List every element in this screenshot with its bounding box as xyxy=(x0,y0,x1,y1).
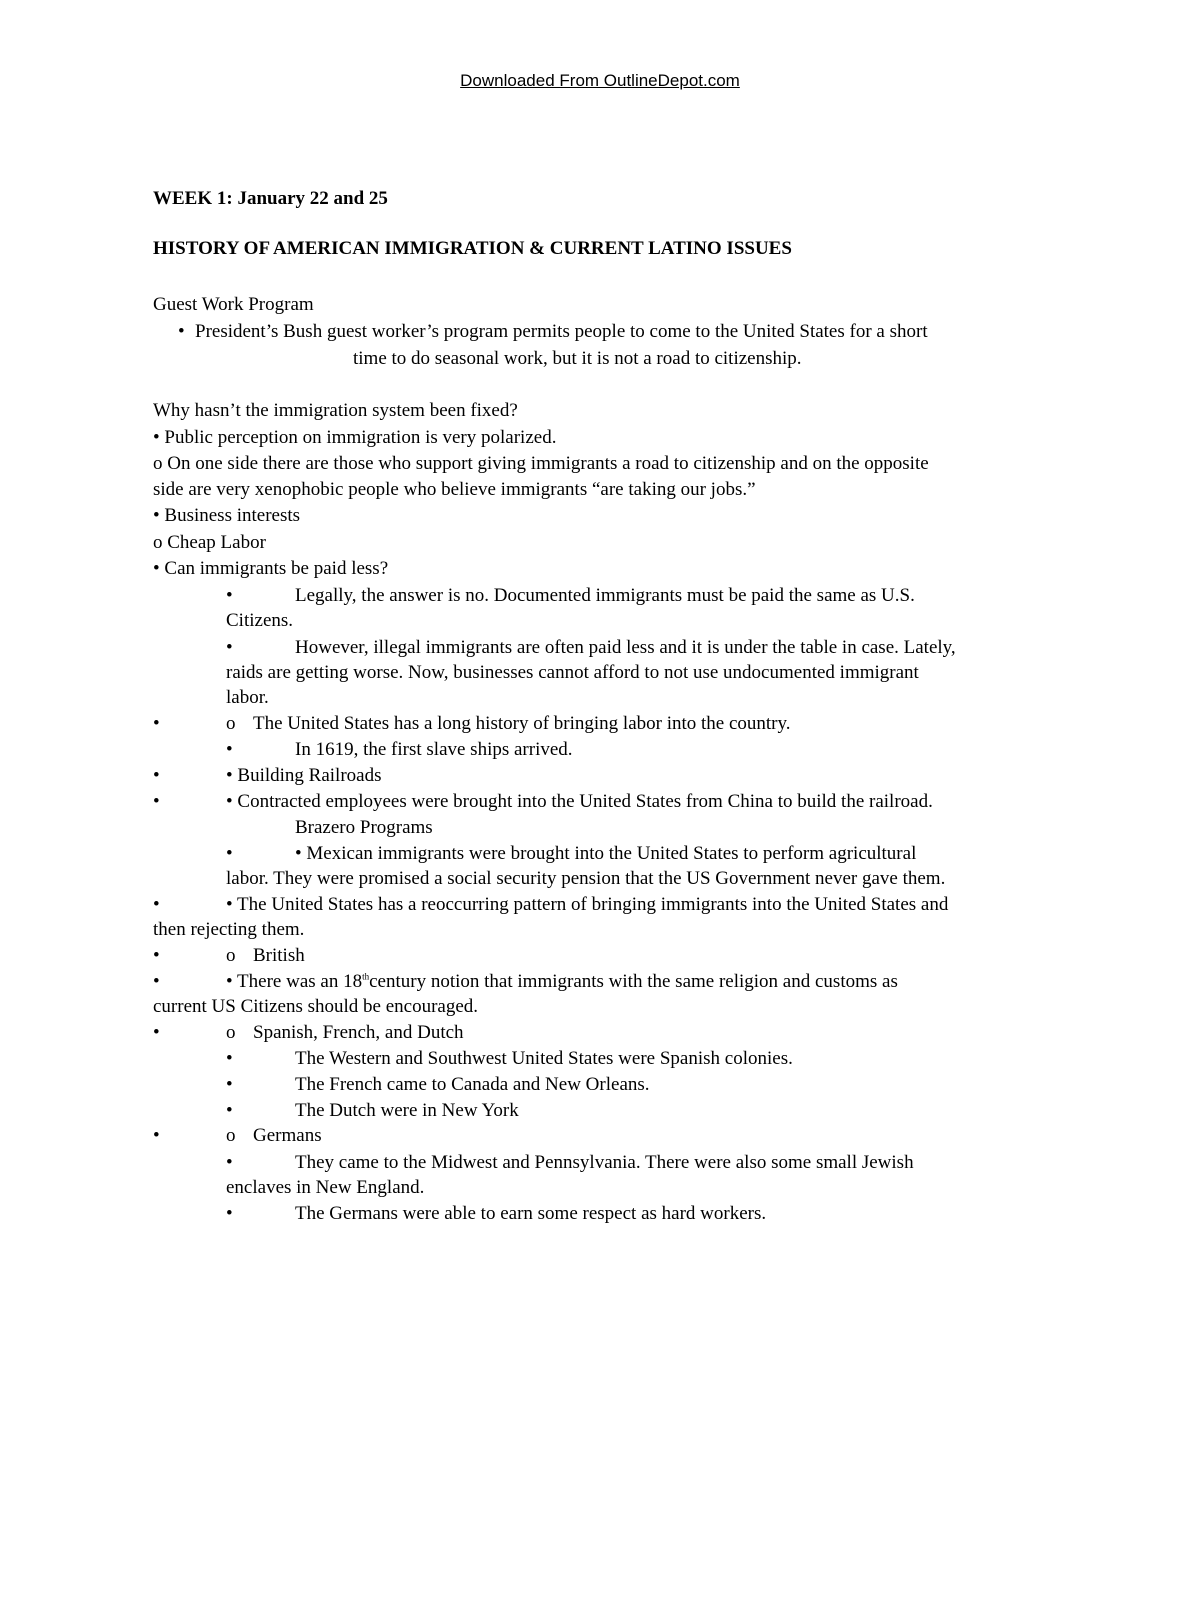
bullet: • xyxy=(153,945,160,966)
list-line: British xyxy=(253,945,305,966)
bullet: • xyxy=(226,739,233,760)
why-line: o On one side there are those who support giving immigrants a road to citizenship and on the opposite xyxy=(153,453,929,474)
why-line: • Business interests xyxy=(153,505,301,526)
list-line: raids are getting worse. Now, businesses cannot afford to not use undocumented immigrant xyxy=(226,662,919,683)
bullet: • xyxy=(226,1203,233,1224)
bullet: • xyxy=(226,585,233,606)
list-line: • Building Railroads xyxy=(226,765,382,786)
why-line: side are very xenophobic people who believe immigrants “are taking our jobs.” xyxy=(153,479,756,500)
list-line: The Western and Southwest United States were Spanish colonies. xyxy=(295,1048,793,1069)
why-line: • Can immigrants be paid less? xyxy=(153,558,389,579)
list-line: They came to the Midwest and Pennsylvania. There were also some small Jewish xyxy=(295,1152,914,1173)
list-line: then rejecting them. xyxy=(153,919,305,940)
list-line: • Contracted employees were brought into the United States from China to build the railroad. xyxy=(226,791,933,812)
o-marker: o xyxy=(226,1022,236,1043)
list-line: labor. xyxy=(226,687,269,708)
bullet: • xyxy=(153,971,160,992)
o-marker: o xyxy=(226,945,236,966)
section-title: HISTORY OF AMERICAN IMMIGRATION & CURRENT LATINO ISSUES xyxy=(153,238,792,259)
bullet: • xyxy=(226,1100,233,1121)
guest-heading: Guest Work Program xyxy=(153,294,314,315)
week-title: WEEK 1: January 22 and 25 xyxy=(153,188,388,209)
bullet: • xyxy=(226,1152,233,1173)
list-line: The Dutch were in New York xyxy=(295,1100,519,1121)
bullet: • xyxy=(153,894,160,915)
why-line: • Public perception on immigration is very polarized. xyxy=(153,427,557,448)
o-marker: o xyxy=(226,713,236,734)
bullet: • xyxy=(226,843,233,864)
list-line: Germans xyxy=(253,1125,322,1146)
why-heading: Why hasn’t the immigration system been fixed? xyxy=(153,400,518,421)
list-line: current US Citizens should be encouraged. xyxy=(153,996,479,1017)
bullet: • xyxy=(226,1048,233,1069)
list-line: Legally, the answer is no. Documented immigrants must be paid the same as U.S. xyxy=(295,585,915,606)
list-line: • There was an 18thcentury notion that immigrants with the same religion and customs as xyxy=(226,971,898,992)
o-marker: o xyxy=(226,1125,236,1146)
bullet: • xyxy=(153,1022,160,1043)
list-line: The Germans were able to earn some respect as hard workers. xyxy=(295,1203,767,1224)
bullet: • xyxy=(178,321,185,342)
bullet: • xyxy=(153,791,160,812)
bullet: • xyxy=(153,1125,160,1146)
bullet: • xyxy=(153,765,160,786)
list-line: In 1619, the first slave ships arrived. xyxy=(295,739,573,760)
list-line: However, illegal immigrants are often paid less and it is under the table in case. Lately, xyxy=(295,637,956,658)
list-line: labor. They were promised a social security pension that the US Government never gave them. xyxy=(226,868,946,889)
list-line: The United States has a long history of bringing labor into the country. xyxy=(253,713,791,734)
list-line: Citizens. xyxy=(226,610,294,631)
list-line: • Mexican immigrants were brought into the United States to perform agricultural xyxy=(295,843,917,864)
guest-line-2: time to do seasonal work, but it is not a road to citizenship. xyxy=(353,348,802,369)
bullet: • xyxy=(226,637,233,658)
bullet: • xyxy=(153,713,160,734)
guest-line-1: President’s Bush guest worker’s program permits people to come to the United States for a short xyxy=(195,321,928,342)
bullet: • xyxy=(226,1074,233,1095)
list-line: • The United States has a reoccurring pattern of bringing immigrants into the United States and xyxy=(226,894,949,915)
why-line: o Cheap Labor xyxy=(153,532,266,553)
list-line: The French came to Canada and New Orleans. xyxy=(295,1074,650,1095)
list-line: enclaves in New England. xyxy=(226,1177,425,1198)
outline-depot-link[interactable]: Downloaded From OutlineDepot.com xyxy=(460,71,740,90)
list-line: Spanish, French, and Dutch xyxy=(253,1022,464,1043)
list-line: Brazero Programs xyxy=(295,817,433,838)
